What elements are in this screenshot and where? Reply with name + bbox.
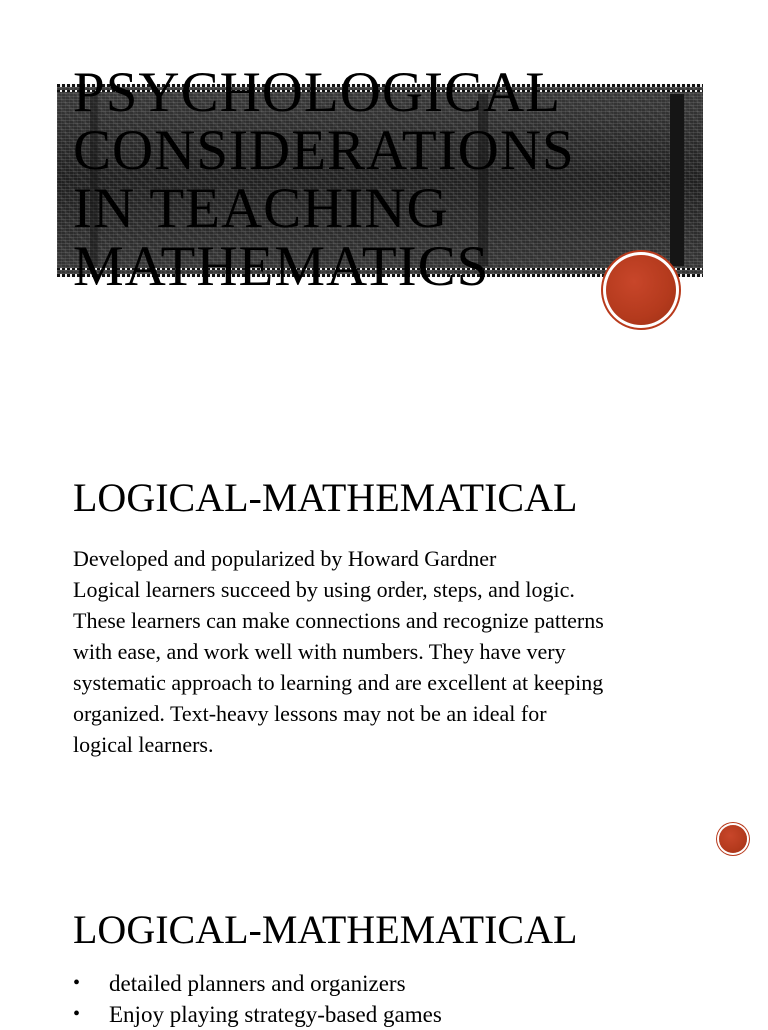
body-line: systematic approach to learning and are excellent at keeping	[73, 670, 604, 695]
body-line: logical learners.	[73, 732, 214, 757]
bullet-text: Enjoy playing strategy-based games	[109, 1002, 442, 1027]
bullet-list	[73, 968, 713, 1030]
title-slide	[0, 0, 768, 370]
title-line: MATHEMATICS	[73, 235, 490, 298]
body-line: These learners can make connections and recognize patterns	[73, 608, 604, 633]
body-line: Developed and popularized by Howard Gardner	[73, 546, 497, 571]
slide-body-text	[73, 543, 713, 760]
content-slide-logical-mathematical-bullets	[0, 870, 768, 1027]
list-item	[73, 968, 713, 999]
title-line: IN TEACHING	[73, 177, 449, 240]
title-line: PSYCHOLOGICAL	[73, 61, 562, 124]
slide-heading: LOGICAL-MATHEMATICAL	[73, 907, 578, 952]
accent-circle-icon	[606, 255, 676, 325]
slide-heading: LOGICAL-MATHEMATICAL	[73, 475, 578, 520]
accent-circle-small-icon	[719, 825, 747, 853]
bullet-icon: •	[73, 1003, 81, 1025]
content-slide-logical-mathematical	[0, 430, 768, 870]
body-line: organized. Text-heavy lessons may not be an ideal for	[73, 701, 547, 726]
title-line: CONSIDERATIONS	[73, 119, 575, 182]
bullet-text: detailed planners and organizers	[109, 971, 406, 996]
bullet-icon: •	[73, 972, 81, 994]
body-line: Logical learners succeed by using order, steps, and logic.	[73, 577, 575, 602]
presentation-title	[73, 61, 693, 298]
body-line: with ease, and work well with numbers. They have very	[73, 639, 566, 664]
list-item	[73, 999, 713, 1030]
